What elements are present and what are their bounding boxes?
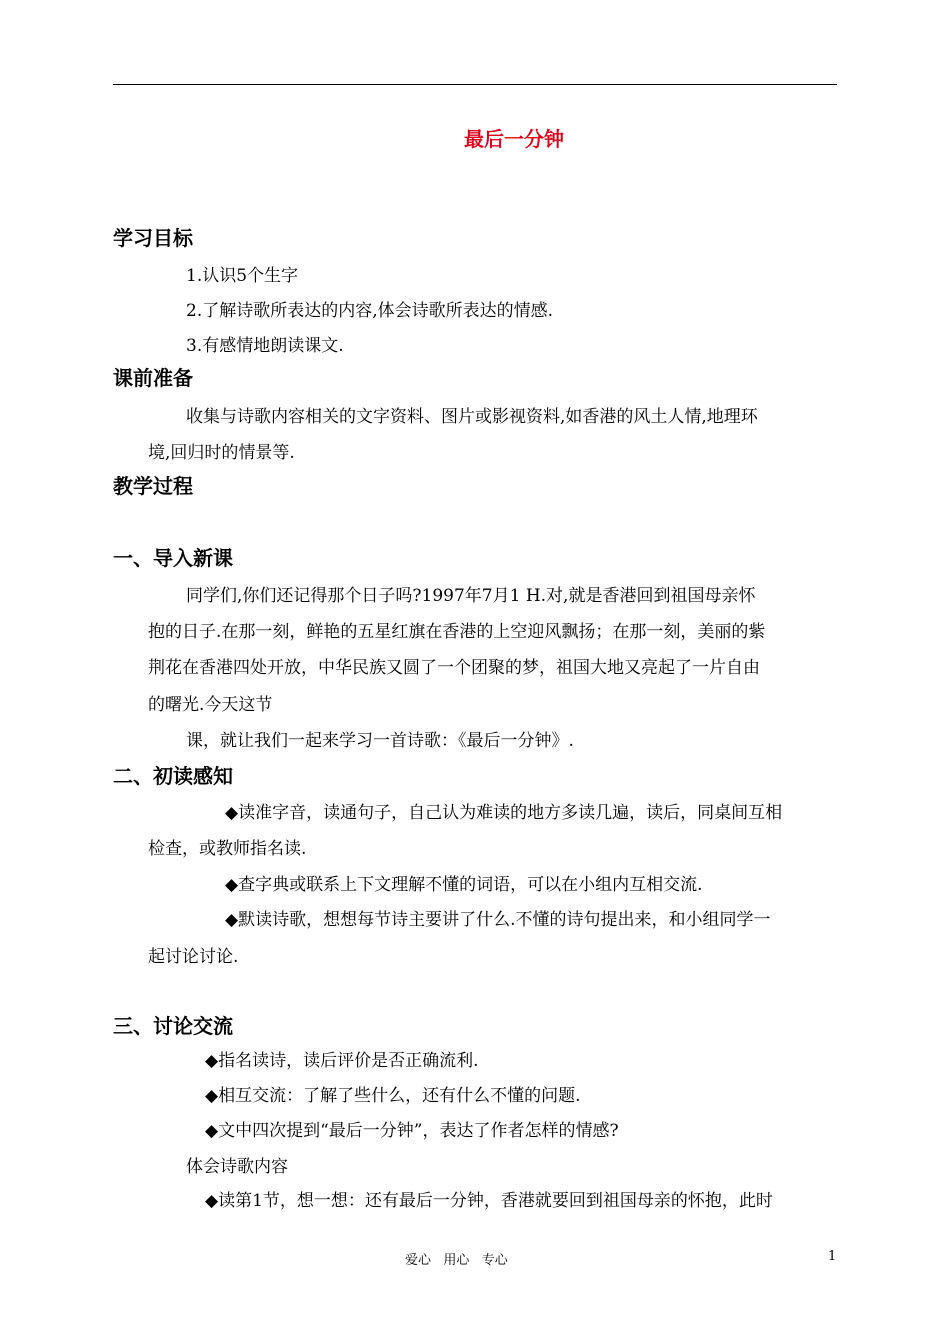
intro-line: 课，就让我们一起来学习一首诗歌：《最后一分钟》.: [186, 731, 574, 751]
header-rule: [113, 84, 837, 85]
heading-prep: 课前准备: [113, 366, 193, 390]
goal-item: 2.了解诗歌所表达的内容,体会诗歌所表达的情感.: [186, 301, 554, 321]
intro-line: 荆花在香港四处开放，中华民族又圆了一个团聚的梦，祖国大地又亮起了一片自由: [148, 658, 760, 678]
first-read-line: ◆读准字音，读通句子，自己认为难读的地方多读几遍，读后，同桌间互相: [225, 803, 783, 823]
heading-discuss: 三、讨论交流: [113, 1014, 233, 1038]
discuss-line: ◆指名读诗，读后评价是否正确流利.: [205, 1051, 479, 1071]
first-read-line: ◆查字典或联系上下文理解不懂的词语，可以在小组内互相交流.: [225, 875, 703, 895]
prep-line: 收集与诗歌内容相关的文字资料、图片或影视资料,如香港的风土人情,地理环: [186, 407, 758, 427]
intro-line: 抱的日子.在那一刻，鲜艳的五星红旗在香港的上空迎风飘扬；在那一刻，美丽的紫: [148, 622, 766, 642]
heading-first-read: 二、初读感知: [113, 764, 233, 788]
discuss-line: ◆文中四次提到“最后一分钟”，表达了作者怎样的情感?: [205, 1121, 619, 1141]
goal-item: 1.认识5个生字: [186, 266, 299, 286]
footer-motto: 爱心 用心 专心: [405, 1253, 508, 1268]
heading-goals: 学习目标: [113, 226, 193, 250]
page-number: 1: [828, 1249, 837, 1264]
first-read-line: ◆默读诗歌，想想每节诗主要讲了什么.不懂的诗句提出来，和小组同学一: [225, 910, 771, 930]
first-read-line: 起讨论讨论.: [148, 947, 239, 967]
intro-line: 同学们,你们还记得那个日子吗?1997年7月1 H.对,就是香港回到祖国母亲怀: [186, 586, 756, 606]
intro-line: 的曙光.今天这节: [148, 695, 273, 715]
heading-intro: 一、导入新课: [113, 546, 233, 570]
heading-process: 教学过程: [113, 474, 193, 498]
discuss-line: ◆相互交流：了解了些什么，还有什么不懂的问题.: [205, 1086, 581, 1106]
document-title: 最后一分钟: [464, 127, 564, 151]
prep-line: 境,回归时的情景等.: [148, 443, 295, 463]
discuss-line: 体会诗歌内容: [186, 1157, 288, 1177]
goal-item: 3.有感情地朗读课文.: [186, 336, 344, 356]
discuss-line: ◆读第1节，想一想：还有最后一分钟，香港就要回到祖国母亲的怀抱，此时: [205, 1191, 773, 1211]
first-read-line: 检查，或教师指名读.: [148, 839, 307, 859]
